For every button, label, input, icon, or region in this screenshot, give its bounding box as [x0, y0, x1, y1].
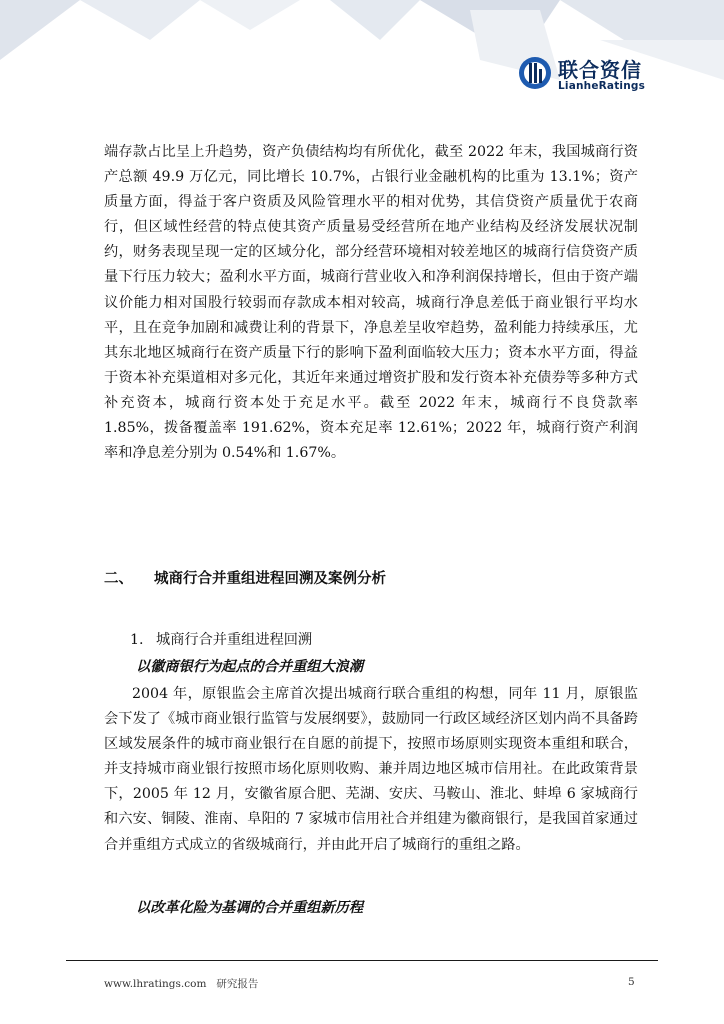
paragraph-text: 端存款占比呈上升趋势，资产负债结构均有所优化，截至 2022 年末，我国城商行资产总额 49.9 万亿元，同比增长 10.7%，占银行业金融机构的比重为 13.1%；资产质量方面，得益于客户资质及风险管理水平的相对优势，其信贷资产质量优于农商行，但区域性经营的特点使其资产质量易受经营所在地产业结构及经济发展状况制约，财务表现呈现一定的区域分化，部分经营环境相对较差地区的城商行信贷资产质量下行压力较大；盈利水平方面，城商行营业收入和净利润保持增长，但由于资产端议价能力相对国股行较弱而存款成本相对较高，城商行净息差低于商业银行平均水平，且在竞争加剧和减费让利的背景下，净息差呈收窄趋势，盈利能力持续承压，尤其东北地区城商行在资产质量下行的影响下盈利面临较大压力；资本水平方面，得益于资本补充渠道相对多元化，其近年来通过增资扩股和发行资本补充债券等多种方式补充资本，城商行资本处于充足水平。截至 2022 年末，城商行不良贷款率 1.85%，拨备覆盖率 191.62%，资本充足率 12.61%；2022 年，城商行资产利润率和净息差分别为 0.54%和 1.67%。: [104, 144, 638, 462]
subsection-number: 1.: [130, 632, 144, 648]
italic-subheading-huishang: 以徽商银行为起点的合并重组大浪潮: [136, 659, 364, 675]
subsection-heading: [130, 629, 312, 649]
logo-english-text: LianheRatings: [558, 80, 646, 92]
section-heading: [104, 567, 386, 588]
brand-logo: [518, 54, 718, 96]
paragraph-text: 2004 年，原银监会主席首次提出城商行联合重组的构想，同年 11 月，原银监会下发了《城市商业银行监管与发展纲要》，鼓励同一行政区域经济区划内尚不具备跨区域发展条件的城市商业银行在自愿的前提下，按照市场原则实现资本重组和联合，并支持城市商业银行按照市场化原则收购、兼并周边地区城市信用社。在此政策背景下，2005 年 12 月，安徽省原合肥、芜湖、安庆、马鞍山、淮北、蚌埠 6 家城商行和六安、铜陵、淮南、阜阳的 7 家城市信用社合并组建为徽商银行，是我国首家通过合并重组方式成立的省级城商行，并由此开启了城商行的重组之路。: [104, 686, 638, 853]
logo-chinese-text: 联合资信: [558, 58, 642, 82]
footer-label: 研究报告: [216, 978, 259, 990]
lianhe-logo-icon: [518, 56, 552, 90]
section-number: 二、: [104, 571, 133, 587]
subsection-title: 城商行合并重组进程回溯: [156, 632, 313, 648]
footer-divider: [66, 960, 658, 961]
section-title: 城商行合并重组进程回溯及案例分析: [154, 571, 386, 587]
footer-website-link[interactable]: www.lhratings.com: [104, 978, 207, 990]
paragraph-capital-summary: [104, 140, 638, 466]
italic-subheading-reform: 以改革化险为基调的合并重组新历程: [136, 900, 364, 916]
paragraph-huishang-merger: [104, 682, 638, 858]
footer-source: [104, 976, 258, 991]
page-number: 5: [628, 976, 635, 988]
